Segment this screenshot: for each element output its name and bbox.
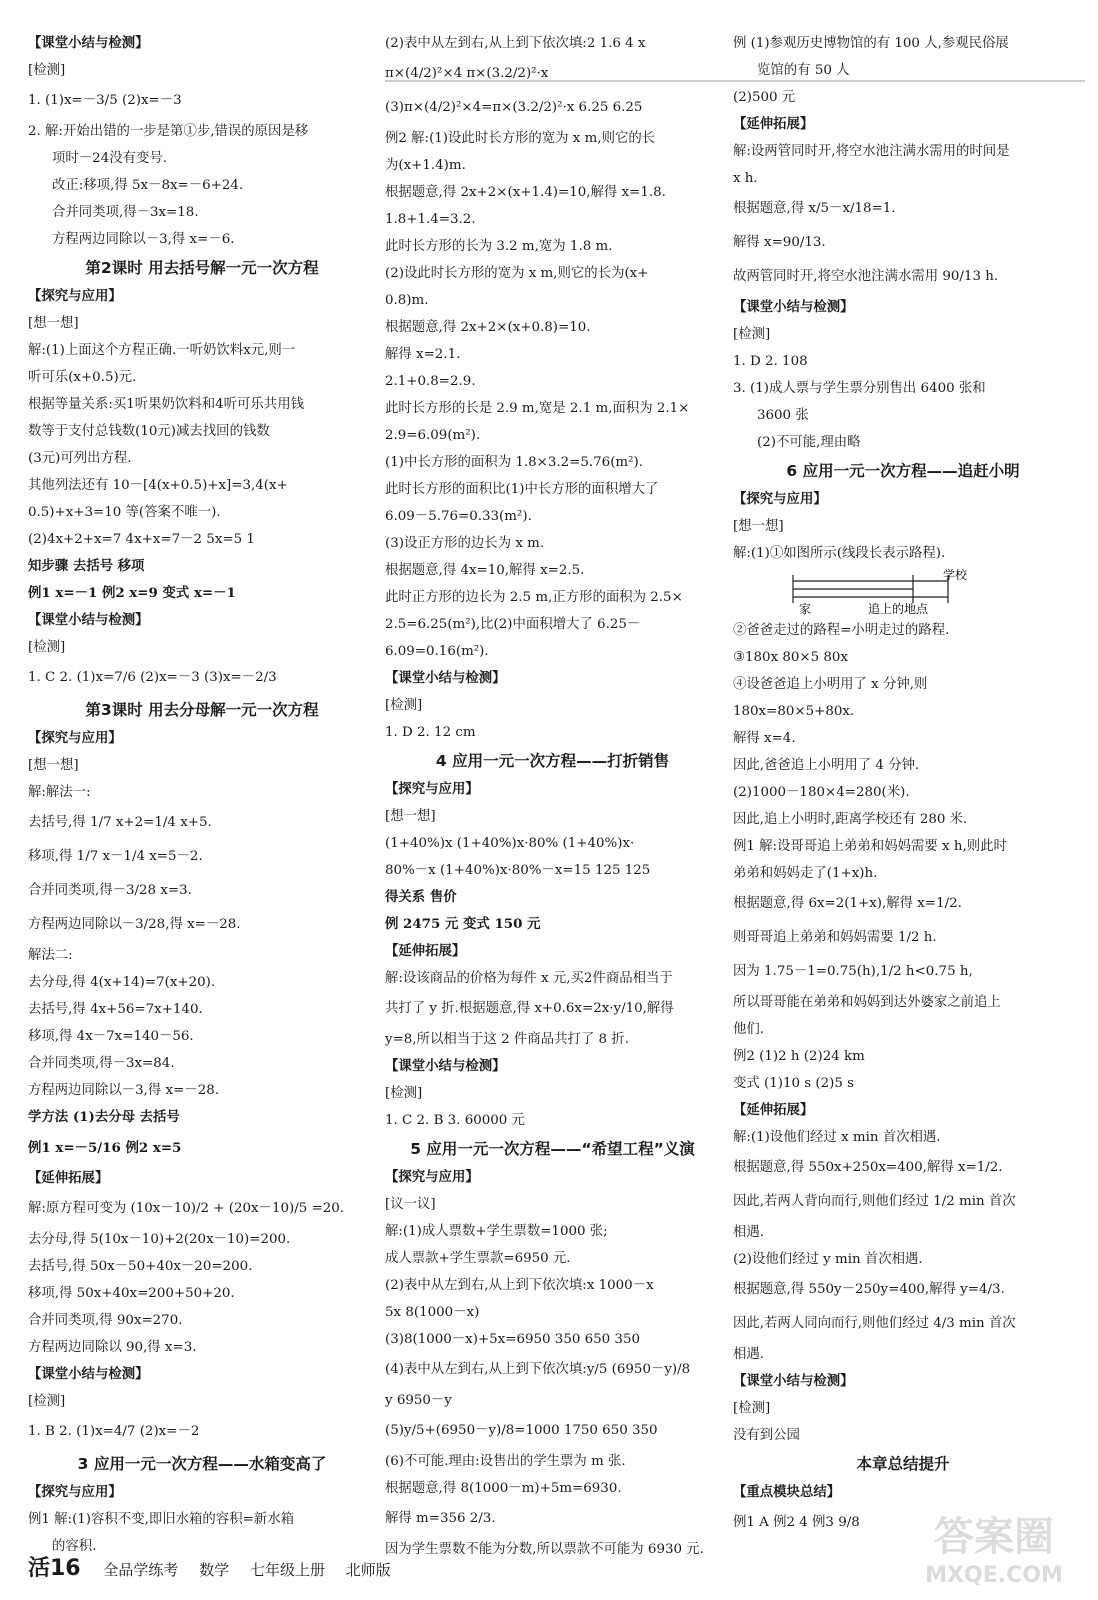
text-line: 80%－x (1+40%)x·80%－x=15 125 125 bbox=[385, 863, 651, 878]
text-line: 方程两边同除以－3,得 x=－6. bbox=[52, 232, 235, 247]
text-line: 因为 1.75－1=0.75(h),1/2 h<0.75 h, bbox=[733, 964, 973, 979]
section-title: 本章总结提升 bbox=[856, 1455, 950, 1473]
text-line: [检测] bbox=[733, 1401, 771, 1416]
text-line: [检测] bbox=[385, 698, 423, 713]
column-left bbox=[28, 30, 376, 1560]
watermark-text: 答案圈 bbox=[934, 1514, 1054, 1560]
text-line: 例 (1)参观历史博物馆的有 100 人,参观民俗展 bbox=[733, 36, 1009, 51]
edition: 北师版 bbox=[345, 1561, 391, 1579]
text-line: 共打了 y 折.根据题意,得 x+0.6x=2x·y/10,解得 bbox=[385, 1001, 674, 1016]
text-line: 解得 x=2.1. bbox=[385, 347, 461, 362]
text-line: 例1 x=－1 例2 x=9 变式 x=－1 bbox=[28, 585, 236, 601]
text-line: 根据题意,得 2x+2×(x+1.4)=10,解得 x=1.8. bbox=[385, 185, 666, 200]
text-line: 其他列法还有 10－[4(x+0.5)+x]=3,4(x+ bbox=[28, 478, 288, 493]
text-line: 解:原方程可变为 (10x－10)/2 + (20x－10)/5 =20. bbox=[28, 1201, 345, 1216]
text-line: 根据题意,得 2x+2×(x+0.8)=10. bbox=[385, 320, 591, 335]
section-heading: 【探究与应用】 bbox=[385, 1170, 479, 1185]
text-line: 例1 x=－5/16 例2 x=5 bbox=[28, 1140, 182, 1156]
text-line: [想一想] bbox=[733, 519, 784, 534]
text-line: 180x=80×5+80x. bbox=[733, 704, 855, 719]
text-line: 1. C 2. (1)x=7/6 (2)x=－3 (3)x=－2/3 bbox=[28, 670, 277, 685]
text-line: 去括号,得 1/7 x+2=1/4 x+5. bbox=[28, 815, 212, 830]
text-line: 解得 x=90/13. bbox=[733, 235, 826, 250]
section-heading: 【探究与应用】 bbox=[28, 289, 122, 304]
text-line: 合并同类项,得－3x=84. bbox=[28, 1056, 175, 1071]
text-line: 故两管同时开,将空水池注满水需用 90/13 h. bbox=[733, 269, 999, 284]
text-line: [检测] bbox=[28, 640, 66, 655]
text-line: 此时正方形的边长为 2.5 m,正方形的面积为 2.5× bbox=[385, 590, 683, 605]
text-line: 学方法 (1)去分母 去括号 bbox=[28, 1109, 180, 1125]
text-line: 知步骤 去括号 移项 bbox=[28, 558, 145, 574]
text-line: 此时长方形的面积比(1)中长方形的面积增大了 bbox=[385, 482, 659, 497]
section-heading: 【探究与应用】 bbox=[385, 782, 479, 797]
brand-name: 全品学练考 bbox=[103, 1561, 179, 1579]
text-line: 解:(1)上面这个方程正确.一听奶饮料x元,则一 bbox=[28, 343, 296, 358]
column-middle bbox=[385, 30, 720, 1563]
column-right bbox=[733, 30, 1073, 1540]
text-line: 成人票款+学生票款=6950 元. bbox=[385, 1251, 571, 1266]
text-line: ④设爸爸追上小明用了 x 分钟,则 bbox=[733, 677, 928, 692]
text-line: (2)4x+2+x=7 4x+x=7－2 5x=5 1 bbox=[28, 532, 255, 547]
section-title: 第3课时 用去分母解一元一次方程 bbox=[85, 701, 319, 719]
text-line: (2)表中从左到右,从上到下依次填:x 1000－x bbox=[385, 1278, 654, 1293]
text-line: 解得 x=4. bbox=[733, 731, 796, 746]
text-line: 方程两边同除以 90,得 x=3. bbox=[28, 1340, 197, 1355]
section-title: 4 应用一元一次方程——打折销售 bbox=[435, 752, 670, 770]
text-line: y=8,所以相当于这 2 件商品共打了 8 折. bbox=[385, 1032, 629, 1047]
text-line: [议一议] bbox=[385, 1197, 436, 1212]
text-line: 6.09=0.16(m²). bbox=[385, 644, 489, 659]
text-line: 例1 A 例2 4 例3 9/8 bbox=[733, 1515, 860, 1530]
text-line: 例1 解:设哥哥追上弟弟和妈妈需要 x h,则此时 bbox=[733, 839, 1007, 854]
text-line: 因此,爸爸追上小明用了 4 分钟. bbox=[733, 758, 920, 773]
text-line: 解:(1)设他们经过 x min 首次相遇. bbox=[733, 1130, 941, 1145]
text-line: 根据题意,得 550x+250x=400,解得 x=1/2. bbox=[733, 1160, 1003, 1175]
text-line: 改正:移项,得 5x－8x=－6+24. bbox=[52, 178, 244, 193]
text-line: 相遇. bbox=[733, 1225, 765, 1240]
text-line: 的容积. bbox=[52, 1539, 97, 1554]
section-heading: 【课堂小结与检测】 bbox=[733, 300, 854, 315]
section-heading: 【课堂小结与检测】 bbox=[733, 1374, 854, 1389]
diagram-label-home: 家 bbox=[799, 602, 812, 616]
text-line: 解:(1)成人票数+学生票数=1000 张; bbox=[385, 1224, 608, 1239]
section-heading: 【探究与应用】 bbox=[28, 1485, 122, 1500]
text-line: 方程两边同除以－3,得 x=－28. bbox=[28, 1083, 220, 1098]
text-line: 相遇. bbox=[733, 1347, 765, 1362]
section-title: 第2课时 用去括号解一元一次方程 bbox=[85, 259, 319, 277]
text-line: 1.8+1.4=3.2. bbox=[385, 212, 476, 227]
text-line: 2.1+0.8=2.9. bbox=[385, 374, 476, 389]
text-line: 因此,追上小明时,距离学校还有 280 米. bbox=[733, 812, 968, 827]
text-line: (2)1000－180×4=280(米). bbox=[733, 785, 910, 800]
text-line: [检测] bbox=[28, 1394, 66, 1409]
text-line: (3)π×(4/2)²×4=π×(3.2/2)²·x 6.25 6.25 bbox=[385, 100, 643, 115]
text-line: 因此,若两人同向而行,则他们经过 4/3 min 首次 bbox=[733, 1316, 1016, 1331]
text-line: 3. (1)成人票与学生票分别售出 6400 张和 bbox=[733, 381, 986, 396]
text-line: [检测] bbox=[28, 63, 66, 78]
text-line: 根据等量关系:买1听果奶饮料和4听可乐共用钱 bbox=[28, 397, 304, 412]
section-heading: 【重点模块总结】 bbox=[733, 1485, 841, 1500]
text-line: ②爸爸走过的路程=小明走过的路程. bbox=[733, 623, 950, 638]
text-line: 听可乐(x+0.5)元. bbox=[28, 370, 137, 385]
text-line: 根据题意,得 8(1000－m)+5m=6930. bbox=[385, 1481, 622, 1496]
section-heading: 【课堂小结与检测】 bbox=[385, 1059, 506, 1074]
text-line: (2)不可能,理由略 bbox=[757, 435, 861, 450]
text-line: (2)500 元 bbox=[733, 90, 796, 105]
text-line: 合并同类项,得－3x=18. bbox=[52, 205, 199, 220]
text-line: 根据题意,得 6x=2(1+x),解得 x=1/2. bbox=[733, 896, 962, 911]
text-line: (4)表中从左到右,从上到下依次填:y/5 (6950－y)/8 bbox=[385, 1362, 691, 1377]
text-line: 项时－24没有变号. bbox=[52, 151, 168, 166]
text-line: 例1 解:(1)容积不变,即旧水箱的容积=新水箱 bbox=[28, 1512, 294, 1527]
text-line: 则哥哥追上弟弟和妈妈需要 1/2 h. bbox=[733, 930, 937, 945]
text-line: 去括号,得 4x+56=7x+140. bbox=[28, 1002, 203, 1017]
text-line: [检测] bbox=[385, 1086, 423, 1101]
text-line: (5)y/5+(6950－y)/8=1000 1750 650 350 bbox=[385, 1423, 658, 1438]
text-line: (3元)可列出方程. bbox=[28, 451, 132, 466]
text-line: (2)设此时长方形的宽为 x m,则它的长为(x+ bbox=[385, 266, 649, 281]
text-line: 没有到公园 bbox=[733, 1428, 800, 1443]
text-line: (1)中长方形的面积为 1.8×3.2=5.76(m²). bbox=[385, 455, 643, 470]
text-line: 0.8)m. bbox=[385, 293, 429, 308]
section-heading: 【延伸拓展】 bbox=[733, 1103, 814, 1118]
text-line: 5x 8(1000－x) bbox=[385, 1305, 480, 1320]
section-heading: 【探究与应用】 bbox=[733, 492, 827, 507]
text-line: 数等于支付总钱数(10元)减去找回的钱数 bbox=[28, 424, 270, 439]
text-line: 1. D 2. 12 cm bbox=[385, 725, 476, 740]
text-line: [想一想] bbox=[28, 758, 79, 773]
diagram-label-school: 学校 bbox=[943, 568, 968, 582]
text-line: 因为学生票数不能为分数,所以票款不可能为 6930 元. bbox=[385, 1542, 704, 1557]
text-line: 3600 张 bbox=[757, 408, 809, 423]
text-line: (1+40%)x (1+40%)x·80% (1+40%)x· bbox=[385, 836, 635, 851]
text-line: 因此,若两人背向而行,则他们经过 1/2 min 首次 bbox=[733, 1194, 1016, 1209]
text-line: 得关系 售价 bbox=[385, 889, 457, 905]
text-line: 解:设该商品的价格为每件 x 元,买2件商品相当于 bbox=[385, 971, 673, 986]
text-line: 解法二: bbox=[28, 948, 73, 963]
text-line: (2)表中从左到右,从上到下依次填:2 1.6 4 x bbox=[385, 36, 646, 51]
text-line: 览馆的有 50 人 bbox=[757, 63, 850, 78]
text-line: 所以哥哥能在弟弟和妈妈到达外婆家之前追上 bbox=[733, 995, 1001, 1010]
section-heading: 【探究与应用】 bbox=[28, 731, 122, 746]
subject: 数学 bbox=[199, 1561, 230, 1579]
text-line: 去括号,得 50x－50+40x－20=200. bbox=[28, 1259, 253, 1274]
text-line: (3)8(1000－x)+5x=6950 350 650 350 bbox=[385, 1332, 640, 1347]
section-heading: 【课堂小结与检测】 bbox=[28, 613, 149, 628]
text-line: 解:解法一: bbox=[28, 785, 91, 800]
text-line: 根据题意,得 x/5－x/18=1. bbox=[733, 201, 896, 216]
text-line: 1. C 2. B 3. 60000 元 bbox=[385, 1113, 525, 1128]
text-line: [想一想] bbox=[385, 809, 436, 824]
text-line: 1. (1)x=－3/5 (2)x=－3 bbox=[28, 93, 182, 108]
text-line: (3)设正方形的边长为 x m. bbox=[385, 536, 545, 551]
text-line: 解得 m=356 2/3. bbox=[385, 1511, 496, 1526]
section-heading: 【延伸拓展】 bbox=[385, 944, 466, 959]
text-line: 1. D 2. 108 bbox=[733, 354, 808, 369]
section-heading: 【延伸拓展】 bbox=[28, 1171, 109, 1186]
text-line: 为(x+1.4)m. bbox=[385, 158, 466, 173]
text-line: 去分母,得 5(10x－10)+2(20x－10)=200. bbox=[28, 1232, 291, 1247]
grade: 七年级上册 bbox=[250, 1561, 326, 1579]
page-number: 活16 bbox=[28, 1556, 81, 1581]
text-line: (2)设他们经过 y min 首次相遇. bbox=[733, 1252, 923, 1267]
text-line: 2. 解:开始出错的一步是第①步,错误的原因是移 bbox=[28, 124, 309, 139]
section-heading: 【课堂小结与检测】 bbox=[28, 36, 149, 51]
watermark-logo bbox=[902, 1500, 1087, 1590]
text-line: 移项,得 1/7 x－1/4 x=5－2. bbox=[28, 849, 203, 864]
text-line: 根据题意,得 4x=10,解得 x=2.5. bbox=[385, 563, 585, 578]
text-line: 合并同类项,得－3/28 x=3. bbox=[28, 883, 192, 898]
text-line: 6.09－5.76=0.33(m²). bbox=[385, 509, 532, 524]
text-line: 解:(1)①如图所示(线段长表示路程). bbox=[733, 546, 946, 561]
section-heading: 【课堂小结与检测】 bbox=[28, 1367, 149, 1382]
text-line: 解:设两管同时开,将空水池注满水需用的时间是 bbox=[733, 144, 1010, 159]
text-line: (6)不可能.理由:设售出的学生票为 m 张. bbox=[385, 1454, 626, 1469]
text-line: 移项,得 50x+40x=200+50+20. bbox=[28, 1286, 235, 1301]
text-line: 2.5=6.25(m²),比(2)中面积增大了 6.25－ bbox=[385, 617, 641, 632]
text-line: 2.9=6.09(m²). bbox=[385, 428, 481, 443]
text-line: 例2 解:(1)设此时长方形的宽为 x m,则它的长 bbox=[385, 131, 656, 146]
text-line: 去分母,得 4(x+14)=7(x+20). bbox=[28, 975, 216, 990]
text-line: ③180x 80×5 80x bbox=[733, 650, 848, 665]
text-line: 变式 (1)10 s (2)5 s bbox=[733, 1076, 855, 1091]
text-line: y 6950－y bbox=[385, 1393, 452, 1408]
section-heading: 【课堂小结与检测】 bbox=[385, 671, 506, 686]
section-title: 3 应用一元一次方程——水箱变高了 bbox=[77, 1455, 327, 1473]
text-line: 根据题意,得 550y－250y=400,解得 y=4/3. bbox=[733, 1282, 1005, 1297]
text-line: x h. bbox=[733, 171, 758, 186]
section-heading: 【延伸拓展】 bbox=[733, 117, 814, 132]
text-line: 方程两边同除以－3/28,得 x=－28. bbox=[28, 917, 241, 932]
text-line: 例2 (1)2 h (2)24 km bbox=[733, 1049, 865, 1064]
section-title: 6 应用一元一次方程——追赶小明 bbox=[786, 462, 1020, 480]
text-line: [检测] bbox=[733, 327, 771, 342]
text-line: π×(4/2)²×4 π×(3.2/2)²·x bbox=[385, 66, 549, 81]
text-line: 例 2475 元 变式 150 元 bbox=[385, 916, 541, 932]
text-line: 1. B 2. (1)x=4/7 (2)x=－2 bbox=[28, 1424, 200, 1439]
watermark-url: MXQE.COM bbox=[925, 1563, 1063, 1588]
text-line: 移项,得 4x－7x=140－56. bbox=[28, 1029, 194, 1044]
text-line: [想一想] bbox=[28, 316, 79, 331]
chase-diagram bbox=[733, 567, 1073, 617]
text-line: 他们. bbox=[733, 1022, 765, 1037]
text-line: 此时长方形的长为 3.2 m,宽为 1.8 m. bbox=[385, 239, 613, 254]
text-line: 合并同类项,得 90x=270. bbox=[28, 1313, 183, 1328]
diagram-label-meet: 追上的地点 bbox=[868, 602, 929, 616]
text-line: 0.5)+x+3=10 等(答案不唯一). bbox=[28, 505, 221, 520]
section-title: 5 应用一元一次方程——“希望工程”义演 bbox=[410, 1140, 695, 1158]
text-line: 弟弟和妈妈走了(1+x)h. bbox=[733, 866, 878, 881]
text-line: 此时长方形的长是 2.9 m,宽是 2.1 m,面积为 2.1× bbox=[385, 401, 690, 416]
